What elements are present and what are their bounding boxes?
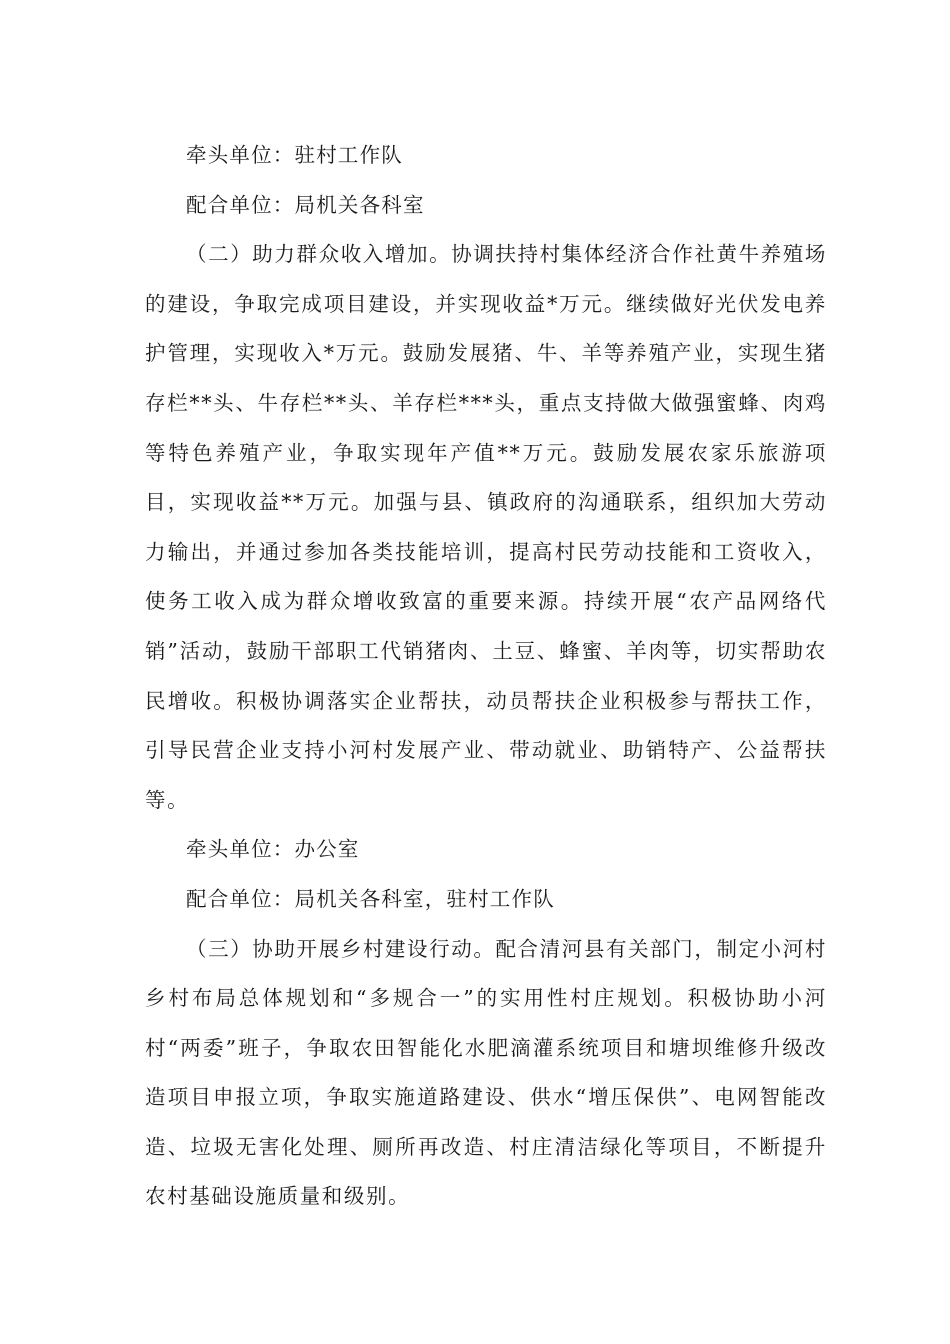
support-unit-line-1: 配合单位：局机关各科室 [186,192,425,217]
lead-unit-line-1: 牵头单位：驻村工作队 [186,143,403,167]
document-body [145,131,827,1222]
lead-unit-line-2: 牵头单位：办公室 [186,837,360,862]
support-unit-line-2: 配合单位：局机关各科室，驻村工作队 [186,886,555,911]
section-3-paragraph: （三）协助开展乡村建设行动。配合清河县有关部门，制定小河村乡村布局总体规划和“多规合一”的实用性村庄规划。积极协助小河村“两委”班子，争取农田智能化水肥滴灌系统项目和塘坝维修升级改造项目申报立项，争取实施道路建设、供水“增压保供”、电网智能改造、垃圾无害化处理、厕所再改造、村庄清洁绿化等项目，不断提升农村基础设施质量和级别。 [145,936,827,1209]
section-2-paragraph: （二）助力群众收入增加。协调扶持村集体经济合作社黄牛养殖场的建设，争取完成项目建设，并实现收益*万元。继续做好光伏发电养护管理，实现收入*万元。鼓励发展猪、牛、羊等养殖产业，实现生猪存栏**头、牛存栏**头、羊存栏***头，重点支持做大做强蜜蜂、肉鸡等特色养殖产业，争取实现年产值**万元。鼓励发展农家乐旅游项目，实现收益**万元。加强与县、镇政府的沟通联系，组织加大劳动力输出，并通过参加各类技能培训，提高村民劳动技能和工资收入，使务工收入成为群众增收致富的重要来源。持续开展“农产品网络代销”活动，鼓励干部职工代销猪肉、土豆、蜂蜜、羊肉等，切实帮助农民增收。积极协调落实企业帮扶，动员帮扶企业积极参与帮扶工作，引导民营企业支持小河村发展产业、带动就业、助销特产、公益帮扶等。 [145,242,827,812]
